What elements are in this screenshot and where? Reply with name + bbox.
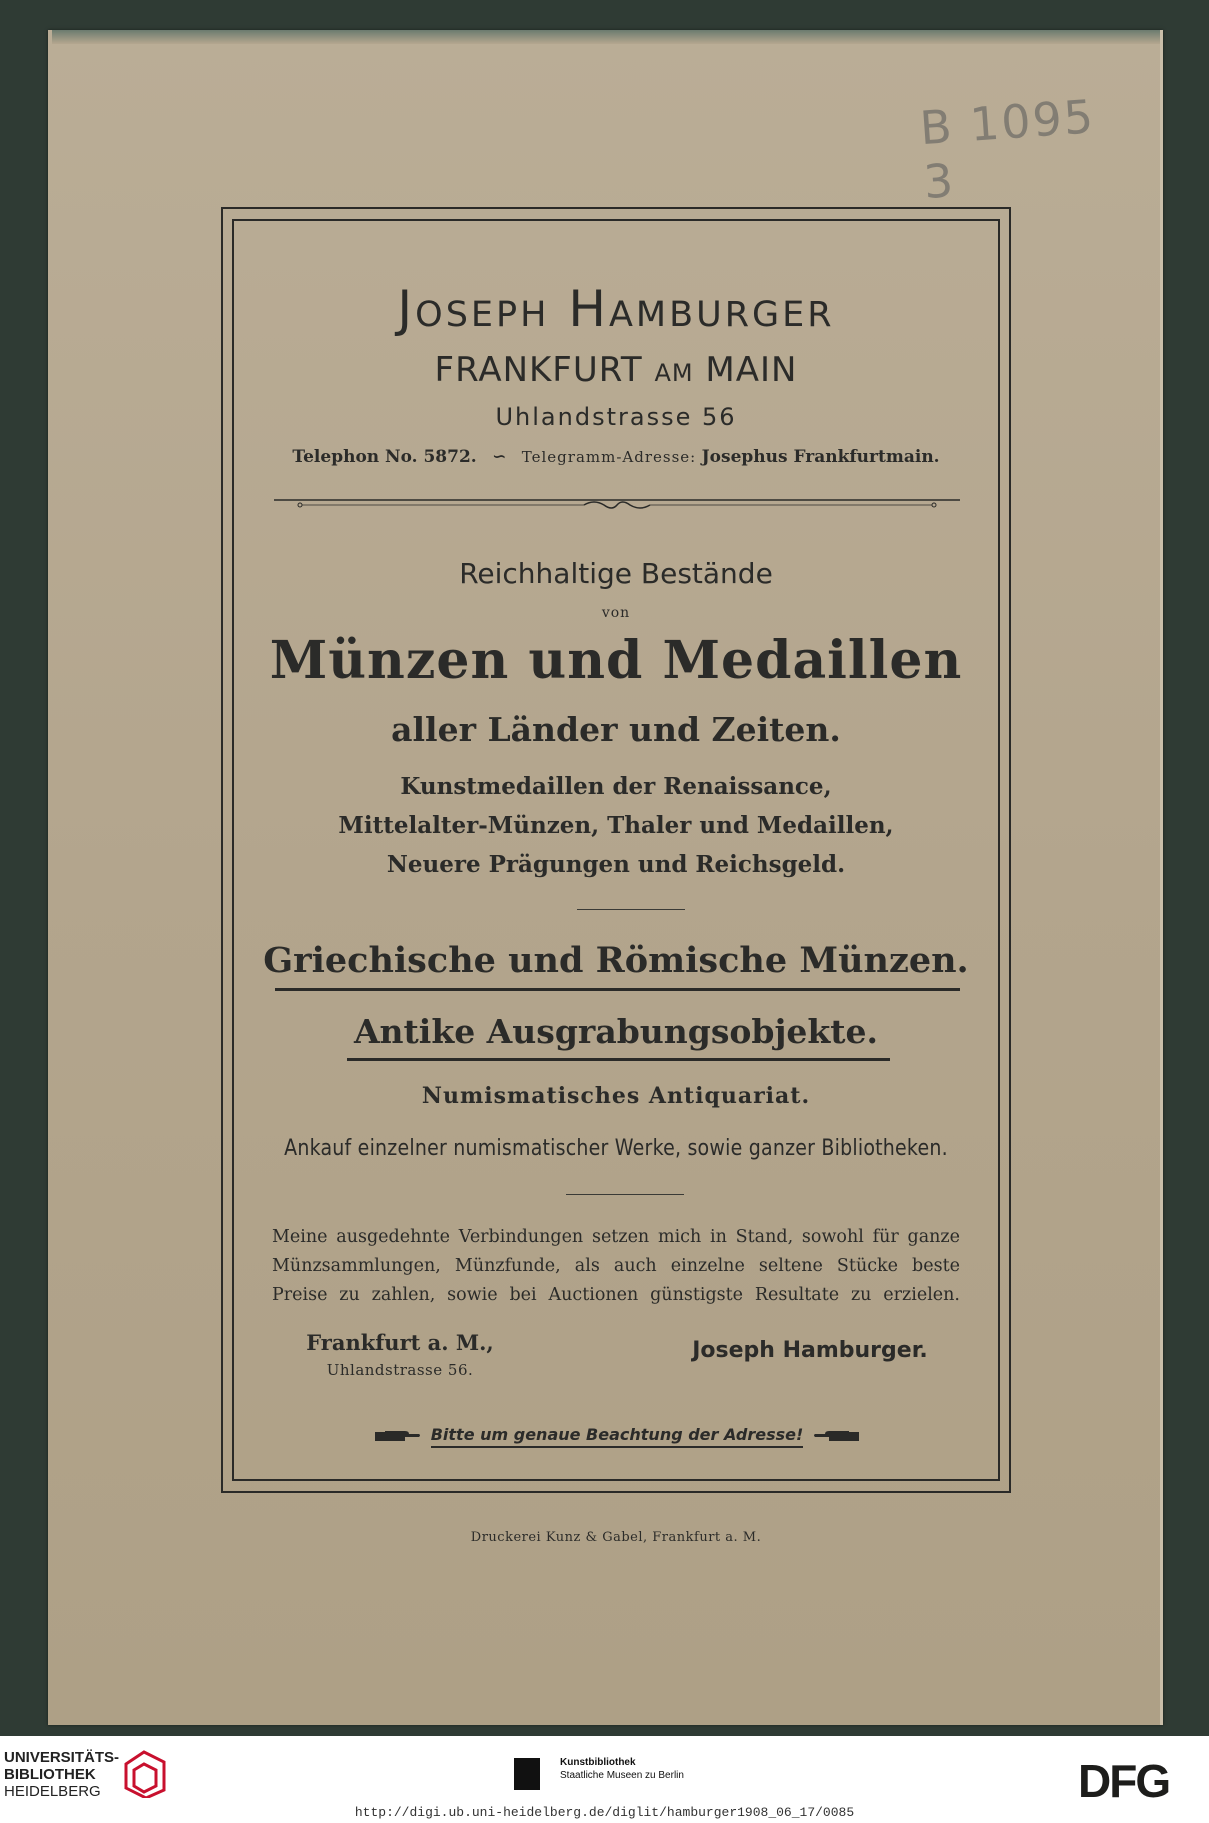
signature-name: Joseph Hamburger. — [692, 1338, 928, 1363]
offer-item: Neuere Prägungen und Reichsgeld. — [386, 851, 846, 878]
firm-city-suffix: AM — [654, 359, 694, 387]
signature-street: Uhlandstrasse 56. — [326, 1361, 474, 1379]
offer-item: Kunstmedaillen der Renaissance, — [400, 773, 832, 800]
firm-street: Uhlandstrasse 56 — [495, 403, 737, 431]
telegram-value: Josephus Frankfurtmain. — [701, 447, 940, 467]
university-library-logo[interactable] — [4, 1749, 119, 1800]
separator-ornament-icon: ∽ — [492, 447, 507, 467]
permalink-url[interactable]: http://digi.ub.uni-heidelberg.de/diglit/hamburger1908_06_17/0085 — [354, 1805, 855, 1820]
uni-logo-line: HEIDELBERG — [4, 1783, 101, 1800]
uni-logo-line: BIBLIOTHEK — [4, 1766, 96, 1783]
telegram-label: Telegramm-Adresse: — [521, 448, 697, 466]
greek-roman-heading: Griechische und Römische Münzen. — [263, 940, 969, 981]
firm-city-end: MAIN — [705, 350, 798, 390]
pointing-hand-right-icon — [375, 1427, 421, 1445]
firm-city-name: FRANKFURT — [434, 350, 643, 390]
sub-title: aller Länder und Zeiten. — [391, 710, 841, 749]
signature-place — [300, 1330, 500, 1379]
offer-item: Mittelalter-Münzen, Thaler und Medaillen, — [338, 812, 894, 839]
main-title: Münzen und Medaillen — [269, 630, 963, 691]
purchase-line: Ankauf einzelner numismatischer Werke, sowie ganzer Bibliotheken. — [284, 1135, 948, 1161]
kunstbibliothek-logo-icon[interactable] — [514, 1758, 540, 1790]
cover-top-edge — [52, 30, 1160, 44]
greek-roman-underline — [275, 988, 960, 991]
dfg-logo[interactable]: DFG — [1078, 1755, 1170, 1807]
printer-imprint: Druckerei Kunz & Gabel, Frankfurt a. M. — [470, 1530, 762, 1545]
antique-heading: Antike Ausgrabungsobjekte. — [353, 1012, 879, 1051]
kunstbibliothek-text — [560, 1756, 684, 1782]
shelf-mark: B 1095 3 — [918, 89, 1097, 210]
connector-word: von — [601, 605, 631, 621]
antique-underline — [347, 1058, 890, 1061]
body-paragraph: Meine ausgedehnte Verbindungen setzen mich in Stand, sowohl für ganze Münzsammlungen, Münzfunde, als auch einzelne seltene Stücke beste Preise zu zahlen, sowie bei Auctionen günstigste Resultate zu erzielen. — [272, 1227, 960, 1305]
antiquariat-heading: Numismatisches Antiquariat. — [421, 1083, 811, 1109]
kb-line: Staatliche Museen zu Berlin — [560, 1770, 684, 1781]
footer-bar — [0, 1736, 1209, 1823]
address-notice — [372, 1416, 862, 1456]
kb-line: Kunstbibliothek — [560, 1757, 636, 1768]
telephone: Telephon No. 5872. — [292, 447, 477, 467]
contact-line — [232, 447, 1000, 467]
pointing-hand-left-icon — [813, 1427, 859, 1445]
uni-logo-line: UNIVERSITÄTS- — [4, 1749, 120, 1766]
library-emblem-icon — [122, 1750, 168, 1798]
ornament-divider-icon — [274, 498, 960, 512]
signature-city: Frankfurt a. M., — [306, 1330, 494, 1355]
firm-name: Joseph Hamburger — [397, 280, 835, 338]
stock-heading: Reichhaltige Bestände — [459, 557, 773, 590]
short-divider — [577, 909, 685, 910]
firm-city — [232, 350, 1000, 390]
short-divider — [566, 1194, 684, 1195]
notice-text: Bitte um genaue Beachtung der Adresse! — [431, 1425, 804, 1448]
